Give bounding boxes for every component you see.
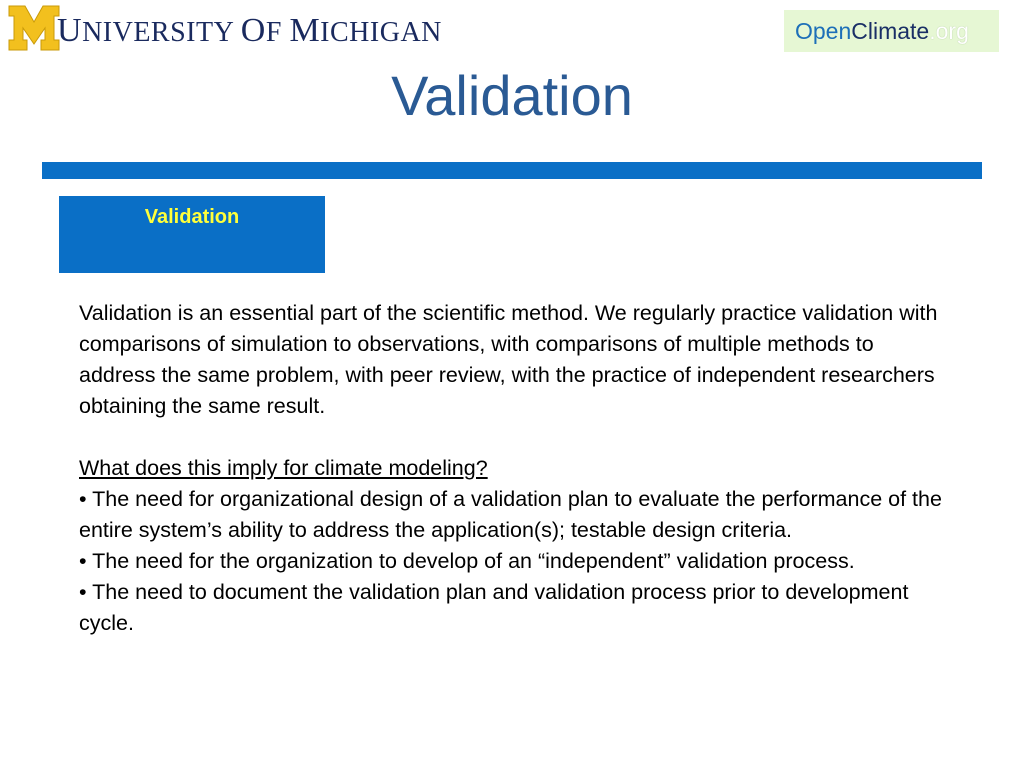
bullet-item: • The need for organizational design of a validation plan to evaluate the performance of the entire system’s ability to address the application(s); testable design criteria. xyxy=(79,487,942,542)
block-m-icon xyxy=(8,4,60,52)
university-logo xyxy=(8,4,60,54)
badge-org-text: .org xyxy=(929,17,969,44)
validation-label-box: Validation xyxy=(59,196,325,273)
bullet-item: • The need to document the validation plan and validation process prior to development cycle. xyxy=(79,580,909,635)
badge-climate-text: Climate xyxy=(851,17,930,44)
intro-paragraph: Validation is an essential part of the scientific method. We regularly practice validation with comparisons of simulation to observations, with comparisons of multiple methods to address the same problem, with peer review, with the practice of independent researchers obtaining the same result. xyxy=(79,301,938,418)
paragraph-spacer xyxy=(79,422,949,453)
bullet-item: • The need for the organization to develop of an “independent” validation process. xyxy=(79,549,855,573)
title-divider xyxy=(42,162,982,179)
badge-open-text: Open xyxy=(795,17,852,44)
question-heading: What does this imply for climate modeling? xyxy=(79,456,488,480)
openclimate-badge xyxy=(784,10,999,52)
slide-body xyxy=(79,298,949,639)
slide-title: Validation xyxy=(391,64,633,127)
university-wordmark: UNIVERSITY OF MICHIGAN xyxy=(57,12,442,49)
